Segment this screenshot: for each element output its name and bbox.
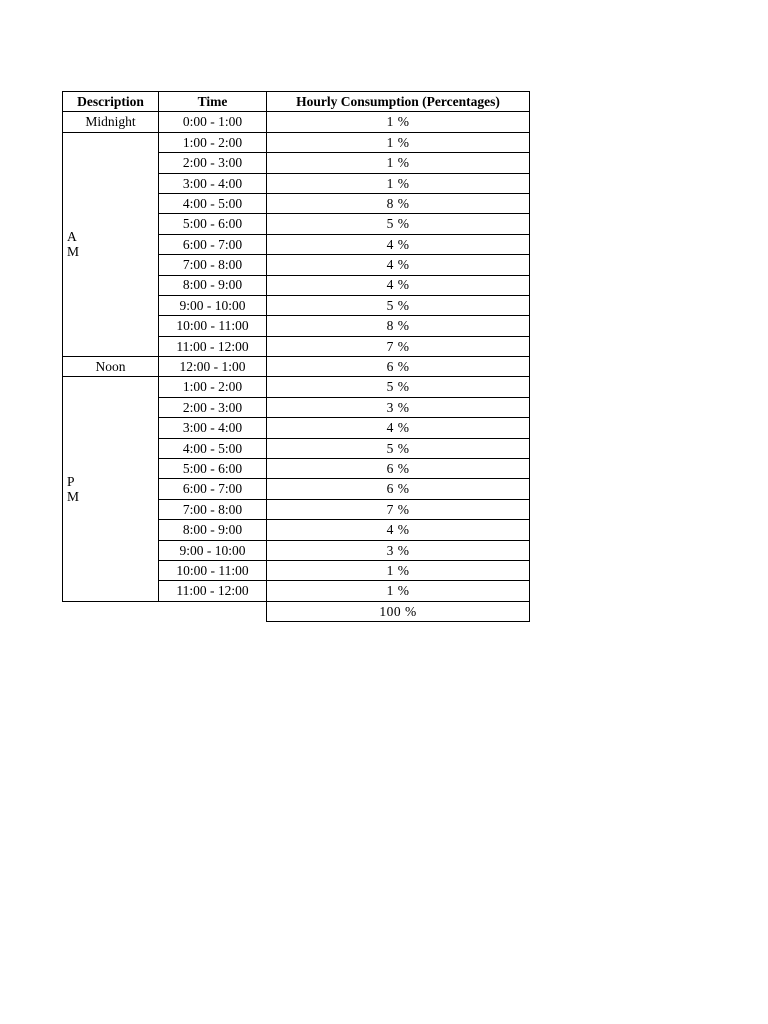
- table-row: [63, 357, 530, 377]
- time-cell: 5:00 - 6:00: [159, 214, 267, 234]
- total-row: [63, 601, 530, 621]
- header-description: Description: [63, 92, 159, 112]
- consumption-table-wrapper: [62, 91, 530, 622]
- percentage-cell: 1 %: [267, 132, 530, 152]
- percentage-cell: 7 %: [267, 499, 530, 519]
- table-row: [63, 112, 530, 132]
- percentage-cell: 5 %: [267, 438, 530, 458]
- percentage-cell: 1 %: [267, 112, 530, 132]
- percentage-cell: 5 %: [267, 214, 530, 234]
- time-cell: 9:00 - 10:00: [159, 295, 267, 315]
- percentage-cell: 1 %: [267, 581, 530, 601]
- time-cell: 10:00 - 11:00: [159, 316, 267, 336]
- time-cell: 6:00 - 7:00: [159, 234, 267, 254]
- percentage-cell: 1 %: [267, 153, 530, 173]
- percentage-cell: 8 %: [267, 316, 530, 336]
- header-consumption: Hourly Consumption (Percentages): [267, 92, 530, 112]
- percentage-cell: 4 %: [267, 418, 530, 438]
- percentage-cell: 6 %: [267, 479, 530, 499]
- time-cell: 1:00 - 2:00: [159, 132, 267, 152]
- total-percentage: 100 %: [267, 601, 530, 621]
- period-noon: Noon: [63, 357, 159, 377]
- percentage-cell: 8 %: [267, 193, 530, 213]
- header-time: Time: [159, 92, 267, 112]
- period-pm-line1: P: [67, 473, 75, 489]
- empty-cell: [63, 601, 159, 621]
- percentage-cell: 6 %: [267, 459, 530, 479]
- time-cell: 8:00 - 9:00: [159, 520, 267, 540]
- time-cell: 7:00 - 8:00: [159, 255, 267, 275]
- percentage-cell: 7 %: [267, 336, 530, 356]
- time-cell: 5:00 - 6:00: [159, 459, 267, 479]
- time-cell: 8:00 - 9:00: [159, 275, 267, 295]
- time-cell: 3:00 - 4:00: [159, 173, 267, 193]
- percentage-cell: 3 %: [267, 540, 530, 560]
- time-cell: 0:00 - 1:00: [159, 112, 267, 132]
- time-cell: 11:00 - 12:00: [159, 336, 267, 356]
- percentage-cell: 3 %: [267, 397, 530, 417]
- time-cell: 6:00 - 7:00: [159, 479, 267, 499]
- header-row: [63, 92, 530, 112]
- percentage-cell: 6 %: [267, 357, 530, 377]
- percentage-cell: 4 %: [267, 234, 530, 254]
- percentage-cell: 4 %: [267, 275, 530, 295]
- period-pm-line2: M: [67, 489, 80, 505]
- period-am-line2: M: [67, 244, 80, 260]
- empty-cell: [159, 601, 267, 621]
- time-cell: 1:00 - 2:00: [159, 377, 267, 397]
- table-body: [63, 112, 530, 622]
- time-cell: 7:00 - 8:00: [159, 499, 267, 519]
- table-row: [63, 377, 530, 397]
- hourly-consumption-table: [62, 91, 530, 622]
- time-cell: 4:00 - 5:00: [159, 193, 267, 213]
- period-midnight: Midnight: [63, 112, 159, 132]
- percentage-cell: 4 %: [267, 520, 530, 540]
- time-cell: 2:00 - 3:00: [159, 153, 267, 173]
- time-cell: 10:00 - 11:00: [159, 560, 267, 580]
- percentage-cell: 5 %: [267, 377, 530, 397]
- time-cell: 11:00 - 12:00: [159, 581, 267, 601]
- time-cell: 4:00 - 5:00: [159, 438, 267, 458]
- percentage-cell: 1 %: [267, 173, 530, 193]
- period-am: [63, 132, 159, 356]
- period-pm: [63, 377, 159, 601]
- percentage-cell: 5 %: [267, 295, 530, 315]
- percentage-cell: 1 %: [267, 560, 530, 580]
- time-cell: 2:00 - 3:00: [159, 397, 267, 417]
- time-cell: 12:00 - 1:00: [159, 357, 267, 377]
- time-cell: 3:00 - 4:00: [159, 418, 267, 438]
- table-row: [63, 132, 530, 152]
- time-cell: 9:00 - 10:00: [159, 540, 267, 560]
- period-am-line1: A: [67, 228, 77, 244]
- percentage-cell: 4 %: [267, 255, 530, 275]
